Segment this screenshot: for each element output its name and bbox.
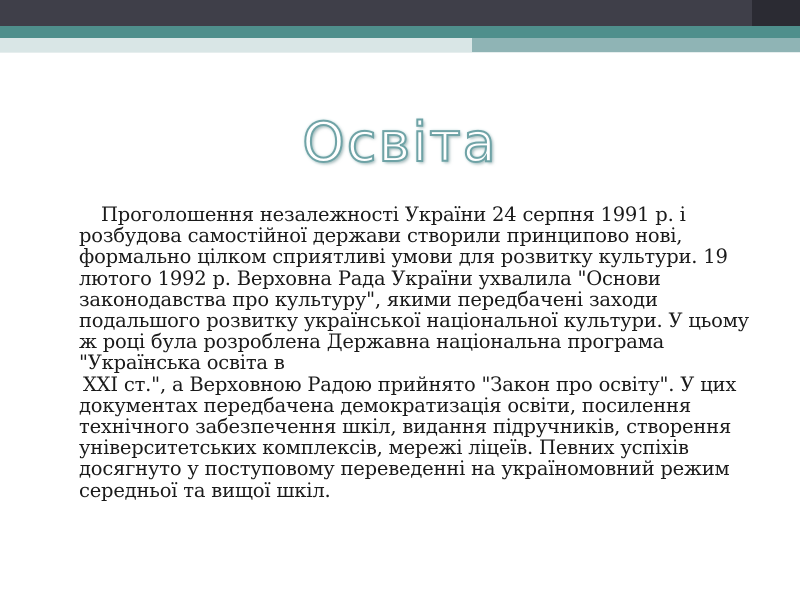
header-bar-dark-accent	[752, 0, 800, 26]
slide-title: Освіта	[302, 111, 498, 174]
header-bar-dark	[0, 0, 800, 26]
body-paragraph-2: XXI ст.", а Верховною Радою прийнято "Закон про освіту". У цих документах передбачена демократизація освіти, посилення технічного забезпечення шкіл, видання підручників, створення університетських комплексів, мережі ліцеїв. Певних успіхів досягнуто у поступовому переведенні на україномовний режим середньої та вищої шкіл.	[79, 372, 737, 502]
header-bar-teal	[0, 26, 800, 38]
body-paragraph-1: Проголошення незалежності України 24 серпня 1991 р. і розбудова самостійної держави створили принципово нові, формально цілком сприятливі умови для розвитку культури. 19 лютого 1992 р. Верховна Рада України ухвалила "Основи законодавства про культуру", якими передбачені заходи подальшого розвитку української національної культури. У цьому ж році була розроблена Державна національна програма "Українська освіта в	[79, 203, 749, 375]
header-divider	[0, 52, 800, 53]
header-bar-light	[0, 38, 472, 52]
header-bar-light-accent	[472, 38, 800, 52]
slide-body	[79, 204, 755, 501]
